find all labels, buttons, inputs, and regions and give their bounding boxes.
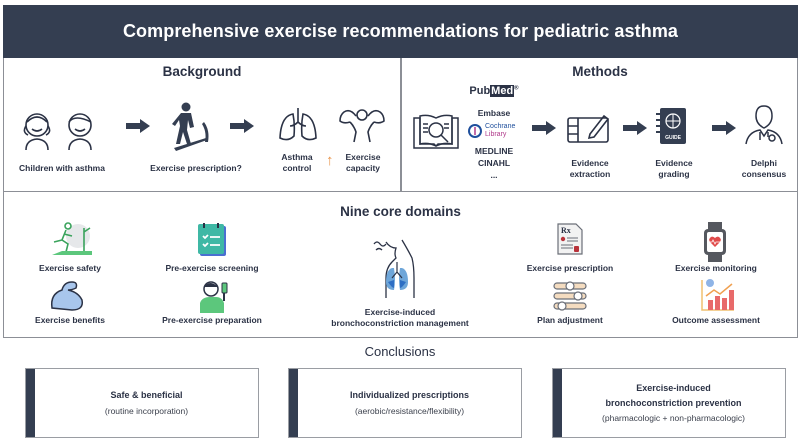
lungs-icon [278,106,318,144]
embase-label: Embase [477,108,511,118]
card-accent-bar [553,369,562,437]
arrow-right-icon [712,121,736,135]
domain-plan-adjustment-label: Plan adjustment [537,315,603,325]
prescription-icon [556,222,584,256]
page-header [3,5,798,58]
domain-pre-exercise-preparation-label: Pre-exercise preparation [162,315,262,325]
domain-exercise-prescription-label: Exercise prescription [526,263,614,273]
inhaler-person-icon [196,279,232,313]
exercise-capacity-label: Exercise capacity [345,152,381,173]
background-title: Background [162,64,242,79]
domain-exercise-safety-label: Exercise safety [39,263,101,273]
delphi-consensus-label: Delphi consensus [741,158,787,179]
cochrane-library-logo: Cochrane Library [468,123,524,139]
evidence-grading-label: Evidence grading [655,158,693,179]
database-list: MEDLINE CINAHL ... [474,146,514,180]
tablet-pen-icon [566,110,614,144]
arrow-right-icon [230,119,254,133]
conclusions-title: Conclusions [364,344,436,359]
checklist-icon [196,222,228,258]
growth-chart-icon [700,278,736,312]
domain-outcome-assessment-label: Outcome assessment [672,315,760,325]
exercise-prescription-label: Exercise prescription? [150,163,242,173]
arrow-right-icon [532,121,556,135]
treadmill-runner-icon [50,222,92,258]
children-icon [20,110,100,152]
sliders-icon [552,281,588,311]
cochrane-icon [468,124,482,138]
flexed-arm-icon [48,280,88,312]
smartwatch-heart-icon [702,222,728,262]
conclusion-card-individualized: Individualized prescriptions (aerobic/resistance/flexibility) [288,368,522,438]
methods-title: Methods [572,64,628,79]
children-with-asthma-label: Children with asthma [19,163,105,173]
strong-arms-icon [338,106,386,144]
conclusion-card-eib-prevention: Exercise-induced bronchoconstriction prevention (pharmacologic + non-pharmacologic) [552,368,786,438]
domain-eib-management-label: Exercise-induced bronchoconstriction management [331,307,469,328]
domain-pre-exercise-screening-label: Pre-exercise screening [165,263,259,273]
guide-book-icon [656,106,690,146]
domain-exercise-benefits-label: Exercise benefits [35,315,105,325]
nine-domains-title: Nine core domains [340,204,461,219]
breathing-lungs-icon [372,238,420,300]
pubmed-logo: PubMed® [469,85,519,97]
svg-text:Rx: Rx [561,226,571,235]
conclusion-card-safe: Safe & beneficial (routine incorporation) [25,368,259,438]
asthma-control-label: Asthma control [281,152,313,173]
card-accent-bar [26,369,35,437]
domain-exercise-monitoring-label: Exercise monitoring [675,263,757,273]
arrow-right-icon [126,119,150,133]
treadmill-person-icon [170,102,214,152]
card-accent-bar [289,369,298,437]
svg-text:GUIDE: GUIDE [665,135,681,141]
page-title: Comprehensive exercise recommendations for pediatric asthma [122,21,679,41]
arrow-right-icon [623,121,647,135]
book-search-icon [412,112,460,152]
doctor-icon [744,104,784,146]
evidence-extraction-label: Evidence extraction [569,158,611,179]
up-arrow-icon: ↑ [326,152,334,169]
